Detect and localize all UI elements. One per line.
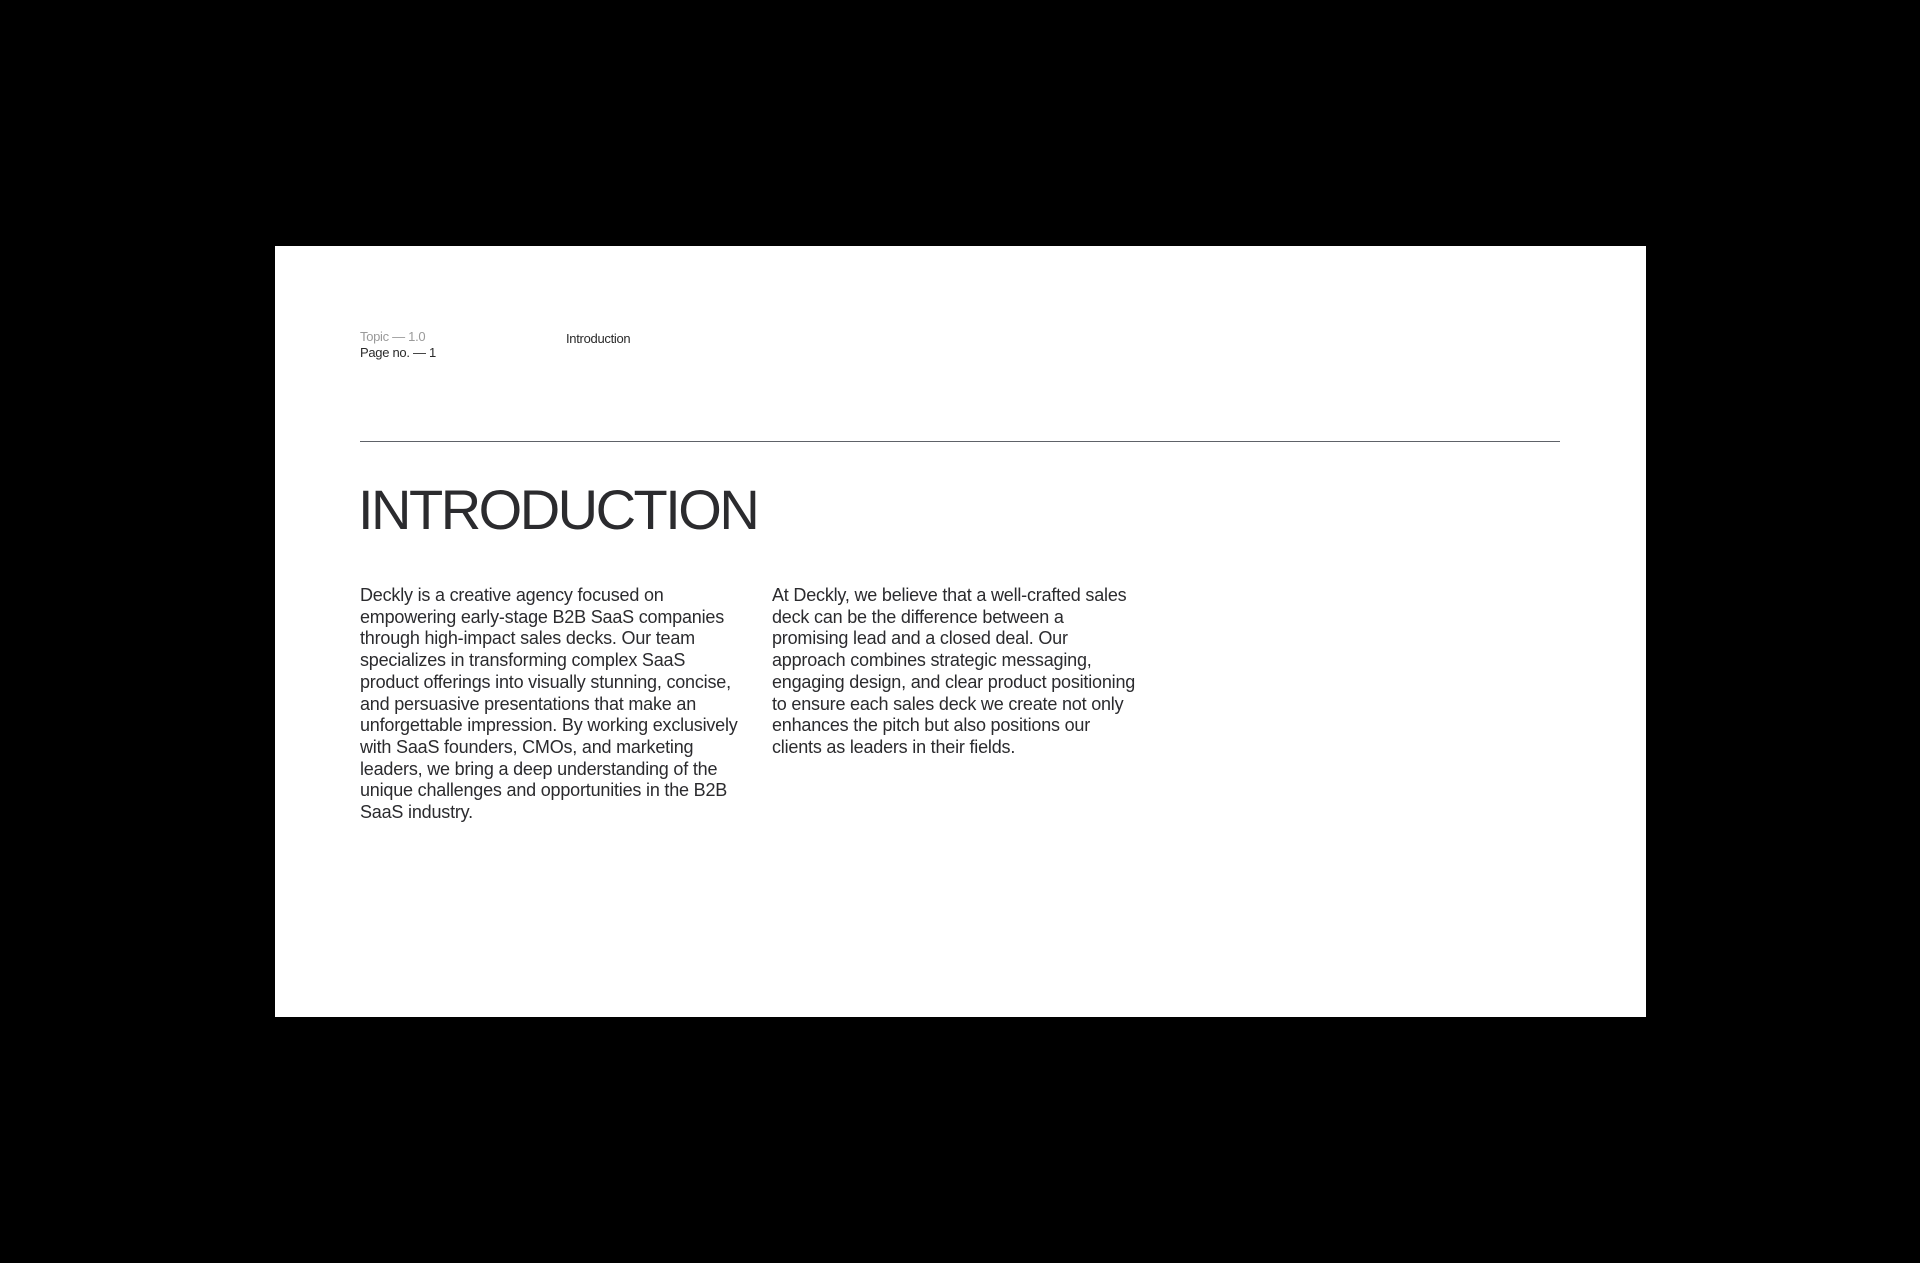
topic-label: Topic — 1.0	[360, 329, 426, 344]
slide-meta	[360, 329, 436, 361]
page-number-label: Page no. — 1	[360, 345, 436, 360]
slide	[275, 246, 1646, 1017]
intro-paragraph-1: Deckly is a creative agency focused on empowering early-stage B2B SaaS companies through high-impact sales decks. Our team specializes in transforming complex SaaS product offerings into visually stunning, concise, and persuasive presentations that make an unforgettable impression. By working exclusively with SaaS founders, CMOs, and marketing leaders, we bring a deep understanding of the unique challenges and opportunities in the B2B SaaS industry.	[360, 585, 738, 823]
page-title: INTRODUCTION	[358, 478, 758, 541]
intro-paragraph-2: At Deckly, we believe that a well-crafted sales deck can be the difference between a promising lead and a closed deal. Our approach combines strategic messaging, engaging design, and clear product positioning to ensure each sales deck we create not only enhances the pitch but also positions our clients as leaders in their fields.	[772, 585, 1136, 757]
section-label: Introduction	[566, 331, 631, 346]
divider	[360, 441, 1560, 442]
